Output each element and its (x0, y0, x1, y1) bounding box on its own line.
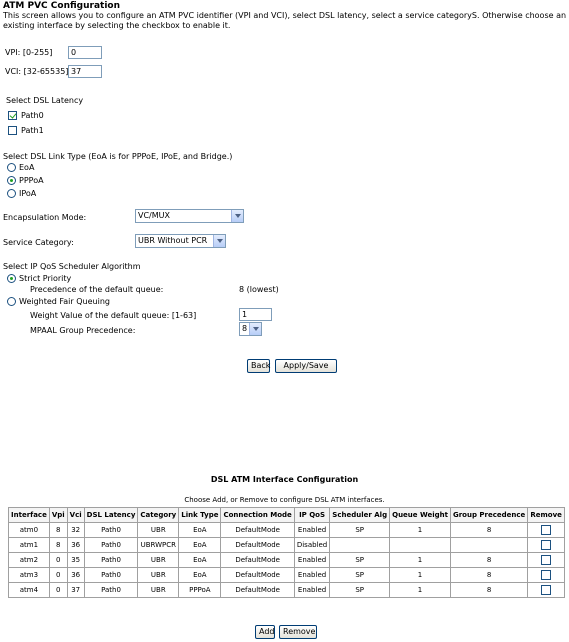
mpaal-value: 8 (242, 324, 248, 333)
table-cell: UBR (138, 583, 179, 598)
table-cell: SP (330, 583, 390, 598)
remove-cell (528, 553, 565, 568)
vpi-input[interactable]: 0 (68, 46, 102, 59)
table-cell: UBR (138, 553, 179, 568)
remove-cell (528, 538, 565, 553)
vci-label: VCI: [32-65535] (5, 67, 69, 76)
encapsulation-value: VC/MUX (138, 211, 170, 220)
service-category-label: Service Category: (3, 238, 74, 247)
table-cell: Path0 (84, 583, 138, 598)
add-button[interactable]: Add (255, 625, 275, 639)
qos-label: Select IP QoS Scheduler Algorithm (3, 262, 141, 271)
link-type-eoa-label: EoA (19, 163, 35, 172)
remove-checkbox-atm1[interactable] (541, 540, 551, 550)
path1-checkbox[interactable] (8, 126, 17, 135)
table-cell: Enabled (294, 568, 329, 583)
table-cell: DefaultMode (221, 568, 294, 583)
table-cell: atm1 (9, 538, 50, 553)
table-cell: Enabled (294, 583, 329, 598)
table-cell: DefaultMode (221, 583, 294, 598)
table-row (9, 553, 565, 568)
link-type-ipoa-label: IPoA (19, 189, 37, 198)
col-interface: Interface (9, 508, 50, 523)
table-row (9, 523, 565, 538)
mpaal-label: MPAAL Group Precedence: (30, 326, 136, 335)
table-cell: 1 (390, 553, 451, 568)
remove-cell (528, 523, 565, 538)
remove-checkbox-atm2[interactable] (541, 555, 551, 565)
table-cell: 8 (450, 553, 527, 568)
table-cell (450, 538, 527, 553)
atm-interface-table (8, 507, 565, 598)
table-cell: Enabled (294, 523, 329, 538)
table-cell: 1 (390, 583, 451, 598)
table-cell: Path0 (84, 538, 138, 553)
weight-input[interactable]: 1 (239, 308, 272, 321)
back-button[interactable]: Back (247, 359, 270, 373)
table-subtitle: Choose Add, or Remove to configure DSL ATM interfaces. (184, 496, 385, 504)
table-cell: 1 (390, 568, 451, 583)
table-title: DSL ATM Interface Configuration (210, 475, 359, 484)
table-cell: EoA (179, 568, 221, 583)
latency-label: Select DSL Latency (6, 96, 84, 105)
path0-label: Path0 (21, 111, 44, 120)
link-type-ipoa-radio[interactable] (7, 189, 16, 198)
wfq-label: Weighted Fair Queuing (19, 297, 110, 306)
table-cell: SP (330, 568, 390, 583)
table-cell: Enabled (294, 553, 329, 568)
table-cell: atm3 (9, 568, 50, 583)
table-cell: 8 (450, 568, 527, 583)
table-cell (330, 538, 390, 553)
table-cell: SP (330, 523, 390, 538)
table-cell: 0 (49, 583, 67, 598)
chevron-down-icon (213, 235, 225, 247)
table-cell: DefaultMode (221, 553, 294, 568)
remove-checkbox-atm4[interactable] (541, 585, 551, 595)
table-cell: atm4 (9, 583, 50, 598)
table-cell: 35 (67, 553, 84, 568)
col-link-type: Link Type (179, 508, 221, 523)
table-cell: Path0 (84, 568, 138, 583)
table-cell: 8 (49, 538, 67, 553)
mpaal-select[interactable] (239, 322, 262, 336)
vci-input[interactable]: 37 (68, 65, 102, 78)
path0-checkbox[interactable] (8, 111, 17, 120)
table-cell: Path0 (84, 523, 138, 538)
table-header-row (9, 508, 565, 523)
path1-label: Path1 (21, 126, 44, 135)
col-queue-weight: Queue Weight (390, 508, 451, 523)
table-cell: EoA (179, 523, 221, 538)
remove-cell (528, 583, 565, 598)
precedence-label: Precedence of the default queue: (30, 285, 164, 294)
col-dsl-latency: DSL Latency (84, 508, 138, 523)
col-group-precedence: Group Precedence (450, 508, 527, 523)
page-title: ATM PVC Configuration (3, 1, 120, 11)
table-cell (390, 538, 451, 553)
table-cell: 8 (450, 583, 527, 598)
table-cell: 8 (49, 523, 67, 538)
table-cell: atm0 (9, 523, 50, 538)
table-cell: UBR (138, 568, 179, 583)
strict-priority-radio[interactable] (7, 274, 16, 283)
encapsulation-select[interactable] (135, 209, 244, 223)
link-type-label: Select DSL Link Type (EoA is for PPPoE, IPoE, and Bridge.) (3, 152, 233, 161)
precedence-value: 8 (lowest) (239, 285, 279, 294)
col-vpi: Vpi (49, 508, 67, 523)
col-category: Category (138, 508, 179, 523)
link-type-pppoa-radio[interactable] (7, 176, 16, 185)
apply-save-button[interactable]: Apply/Save (275, 359, 337, 373)
remove-button[interactable]: Remove (279, 625, 317, 639)
table-cell: atm2 (9, 553, 50, 568)
table-row (9, 568, 565, 583)
table-cell: 0 (49, 568, 67, 583)
table-cell: Disabled (294, 538, 329, 553)
table-row (9, 583, 565, 598)
service-category-select[interactable] (135, 234, 226, 248)
table-cell: 37 (67, 583, 84, 598)
table-cell: 36 (67, 538, 84, 553)
col-vci: Vci (67, 508, 84, 523)
col-scheduler-alg: Scheduler Alg (330, 508, 390, 523)
table-row (9, 538, 565, 553)
table-cell: 1 (390, 523, 451, 538)
strict-priority-label: Strict Priority (19, 274, 72, 283)
table-cell: DefaultMode (221, 538, 294, 553)
col-connection-mode: Connection Mode (221, 508, 294, 523)
table-cell: 8 (450, 523, 527, 538)
table-cell: EoA (179, 538, 221, 553)
col-remove: Remove (528, 508, 565, 523)
link-type-eoa-radio[interactable] (7, 163, 16, 172)
table-cell: 0 (49, 553, 67, 568)
weight-label: Weight Value of the default queue: [1-63] (30, 311, 197, 320)
table-cell: SP (330, 553, 390, 568)
table-cell: PPPoA (179, 583, 221, 598)
table-cell: EoA (179, 553, 221, 568)
encapsulation-label: Encapsulation Mode: (3, 213, 87, 222)
chevron-down-icon (249, 323, 261, 335)
page-description: This screen allows you to configure an ATM PVC identifier (VPI and VCI), select DSL latency, select a service categoryS. Otherwise choose an existing interface by selecting the checkbox to enable it. (3, 11, 567, 30)
remove-checkbox-atm3[interactable] (541, 570, 551, 580)
remove-checkbox-atm0[interactable] (541, 525, 551, 535)
vpi-label: VPI: [0-255] (5, 48, 53, 57)
table-cell: DefaultMode (221, 523, 294, 538)
table-cell: UBR (138, 523, 179, 538)
table-cell: 32 (67, 523, 84, 538)
chevron-down-icon (231, 210, 243, 222)
service-category-value: UBR Without PCR (138, 236, 208, 245)
wfq-radio[interactable] (7, 297, 16, 306)
table-cell: Path0 (84, 553, 138, 568)
remove-cell (528, 568, 565, 583)
col-ip-qos: IP QoS (294, 508, 329, 523)
table-cell: UBRWPCR (138, 538, 179, 553)
table-cell: 36 (67, 568, 84, 583)
link-type-pppoa-label: PPPoA (19, 176, 44, 185)
